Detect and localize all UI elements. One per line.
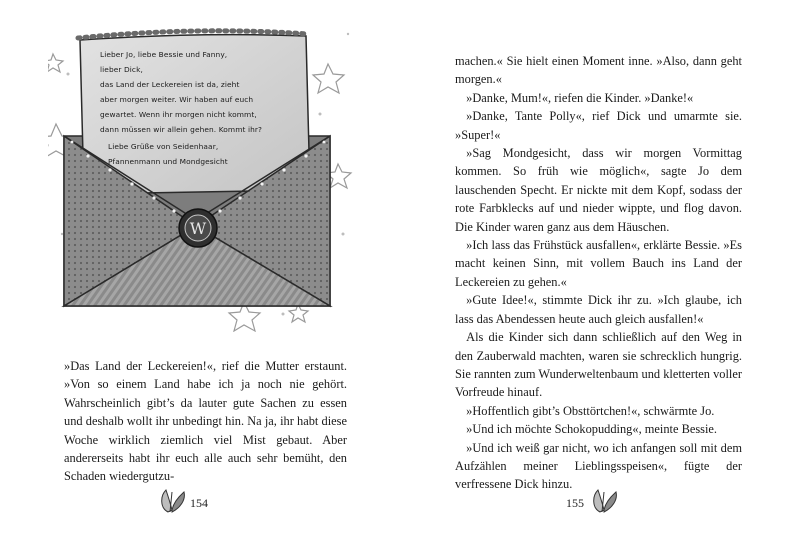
seal-letter: W: [189, 219, 207, 238]
letter-line: gewartet. Wenn ihr morgen nicht kommt,: [100, 110, 257, 119]
letter-line: Liebe Grüße von Seidenhaar,: [108, 142, 219, 151]
letter-line: dann müssen wir allein gehen. Kommt ihr?: [100, 125, 263, 134]
letter-line: aber morgen weiter. Wir haben auf euch: [100, 95, 254, 104]
paragraph: »Gute Idee!«, stimmte Dick ihr zu. »Ich glaube, ich lass das Abendessen heute auch gleich ausfallen!«: [455, 293, 742, 326]
letter-line: Pfannenmann und Mondgesicht: [108, 157, 228, 166]
paragraph: »Ich lass das Frühstück ausfallen«, erklärte Bessie. »Es macht keinen Sinn, mit vollem Bauch ins Land der Leckereien zu gehen.«: [455, 238, 742, 289]
envelope-drawing: [48, 14, 364, 332]
butterfly-icon: [558, 486, 638, 516]
paragraph: »Das Land der Leckereien!«, rief die Mutter erstaunt. »Von so einem Land habe ich ja noch nie gehört. Wahrscheinlich gibt’s da lauter gute Sachen zu essen und deshalb wollt ihr unbedingt hin. Na ja, ihr habt diese Woche wirklich ziemlich viel Mist gebaut. Aber andererseits habt ihr euch alle auch sehr bemüht, den Schaden wiedergutzu-: [64, 359, 347, 484]
page-folio-left: [154, 486, 234, 516]
letter-line: Lieber Jo, liebe Bessie und Fanny,: [100, 50, 228, 59]
right-page: [400, 0, 800, 541]
paragraph: »Sag Mondgesicht, dass wir morgen Vormittag kommen. So früh wie möglich«, sagte Jo dem lauschenden Specht. Er nickte mit dem Kopf, sodass der rote Farbklecks auf und nieder wippte, und flog davon. Die Kinder waren ganz aus dem Häuschen.: [455, 146, 742, 234]
page-folio-right: [558, 486, 638, 516]
page-number: 155: [566, 496, 584, 510]
letter-envelope-illustration: [48, 14, 364, 332]
page-number: 154: [190, 496, 208, 510]
paragraph: »Und ich weiß gar nicht, wo ich anfangen soll mit dem Aufzählen meiner Lieblingsspeisen«, fügte der verfressene Dick hinzu.: [455, 440, 742, 492]
paragraph: »Und ich möchte Schokopudding«, meinte Bessie.: [466, 422, 718, 437]
paragraph: machen.« Sie hielt einen Moment inne. »Also, dann geht morgen.«: [455, 54, 742, 87]
paragraph: »Hoffentlich gibt’s Obsttörtchen!«, schwärmte Jo.: [466, 403, 715, 418]
letter-line: das Land der Leckereien ist da, zieht: [100, 80, 240, 89]
right-page-body: [455, 52, 742, 494]
paragraph: Als die Kinder sich dann schließlich auf den Weg in den Zauberwald machten, waren sie schrecklich hungrig. Sie rannten zum Wunderweltenbaum und kletterten voller Vorfreude hinauf.: [455, 330, 742, 400]
wax-seal: [179, 209, 217, 247]
letter-line: lieber Dick,: [100, 65, 143, 74]
left-page-body: [64, 357, 347, 486]
paragraph: »Danke, Mum!«, riefen die Kinder. »Danke!«: [466, 90, 694, 105]
paragraph: »Danke, Tante Polly«, rief Dick und umarmte sie. »Super!«: [455, 109, 742, 142]
